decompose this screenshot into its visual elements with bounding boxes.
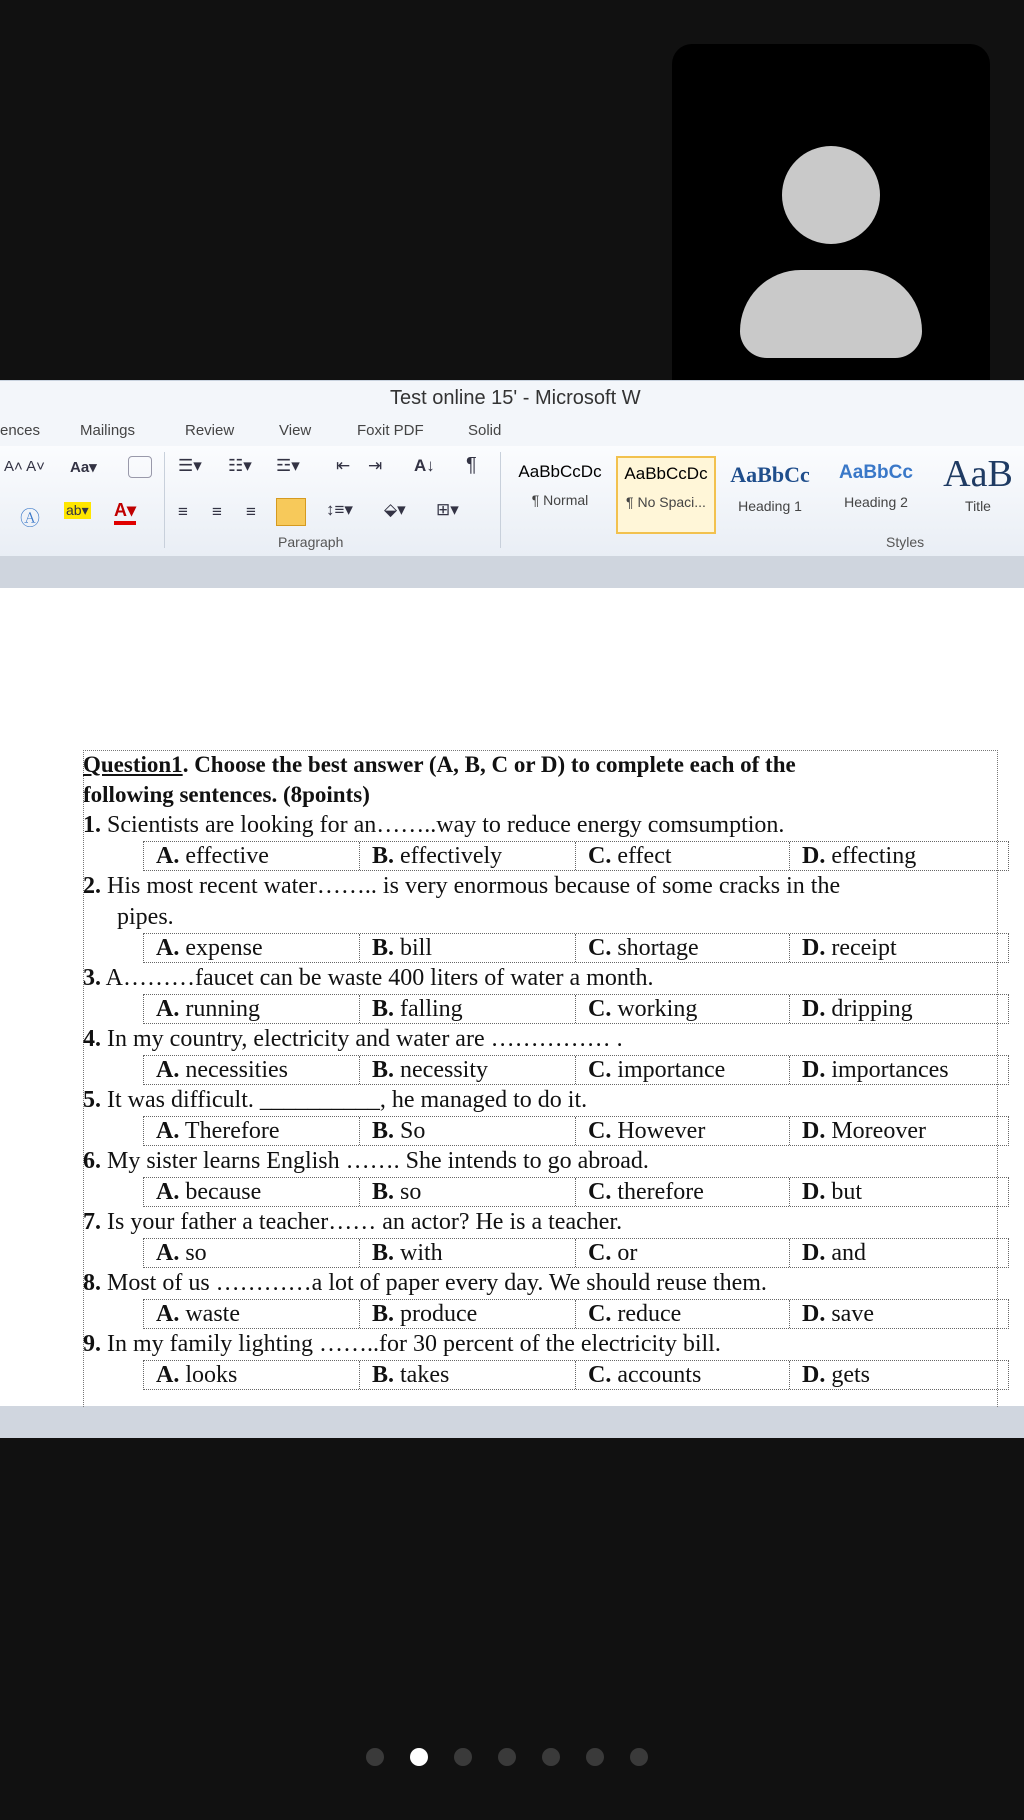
tab-mailings[interactable]: Mailings <box>80 422 136 439</box>
style-no-spacing[interactable] <box>616 456 716 534</box>
divider <box>164 452 165 548</box>
option-letter: B. <box>372 843 395 869</box>
answer-option[interactable] <box>144 1300 360 1328</box>
question-text: In my country, electricity and water are …………… . <box>101 1026 623 1052</box>
answer-option[interactable] <box>360 842 576 870</box>
align-left-icon[interactable]: ≡ <box>178 502 188 521</box>
answer-option[interactable] <box>576 995 790 1023</box>
option-text: So <box>394 1118 426 1144</box>
question-text: A………faucet can be waste 400 liters of water a month. <box>101 965 654 991</box>
option-letter: B. <box>372 1240 395 1266</box>
question-text: Scientists are looking for an……..way to reduce energy comsumption. <box>101 812 785 838</box>
option-text: effectively <box>394 843 503 869</box>
answer-option[interactable] <box>576 1361 790 1389</box>
question-number: 1. <box>83 812 101 838</box>
question-text: It was difficult. __________, he managed to do it. <box>101 1087 588 1113</box>
question-sentence <box>83 1268 997 1299</box>
answer-option[interactable] <box>360 1178 576 1206</box>
question-number: 8. <box>83 1270 101 1296</box>
question-number: 2. <box>83 873 101 899</box>
style-normal[interactable] <box>512 456 608 530</box>
question-number: 6. <box>83 1148 101 1174</box>
answer-options-row <box>143 1177 1009 1207</box>
answer-option[interactable] <box>360 1361 576 1389</box>
answer-option[interactable] <box>790 1117 1008 1145</box>
question-sentence <box>83 963 997 994</box>
answer-option[interactable] <box>576 934 790 962</box>
option-letter: A. <box>156 1301 180 1327</box>
tab-solid[interactable]: Solid <box>468 422 502 439</box>
question-heading <box>83 750 997 780</box>
option-letter: D. <box>802 1301 826 1327</box>
answer-options-row <box>143 1055 1009 1085</box>
option-text: but <box>825 1179 863 1205</box>
change-case-icon[interactable]: Aa▾ <box>70 459 97 476</box>
question-sentence <box>83 1329 997 1360</box>
answer-option[interactable] <box>144 1239 360 1267</box>
tab-foxit-pdf[interactable]: Foxit PDF <box>357 422 424 439</box>
answer-option[interactable] <box>790 1361 1008 1389</box>
question-number: 4. <box>83 1026 101 1052</box>
page-dot[interactable] <box>498 1748 516 1766</box>
question-list <box>83 810 997 1390</box>
option-letter: C. <box>588 843 612 869</box>
answer-option[interactable] <box>790 1056 1008 1084</box>
option-text: because <box>179 1179 262 1205</box>
question-heading-line2: following sentences. (8points) <box>83 782 370 807</box>
option-text: shortage <box>611 935 699 961</box>
answer-option[interactable] <box>144 995 360 1023</box>
option-text: or <box>611 1240 638 1266</box>
option-letter: C. <box>588 996 612 1022</box>
style-name: ¶ Normal <box>531 492 589 508</box>
answer-option[interactable] <box>790 1300 1008 1328</box>
ribbon-tabs <box>0 416 1024 446</box>
question-text: Is your father a teacher…… an actor? He is a teacher. <box>101 1209 623 1235</box>
answer-option[interactable] <box>576 1239 790 1267</box>
option-letter: B. <box>372 996 395 1022</box>
option-text: effecting <box>825 843 917 869</box>
clear-formatting-icon[interactable] <box>128 456 152 478</box>
option-letter: A. <box>156 1362 180 1388</box>
option-text: necessities <box>179 1057 288 1083</box>
answer-option[interactable] <box>576 1056 790 1084</box>
group-label-styles: Styles <box>886 534 925 550</box>
answer-options-row <box>143 1299 1009 1329</box>
answer-option[interactable] <box>360 1117 576 1145</box>
question-number: 5. <box>83 1087 101 1113</box>
option-text: with <box>394 1240 443 1266</box>
option-letter: D. <box>802 843 826 869</box>
question-number: 3. <box>83 965 101 991</box>
question-sentence <box>83 1024 997 1055</box>
style-title[interactable] <box>932 453 1024 530</box>
avatar-body-icon <box>740 270 922 358</box>
option-text: looks <box>179 1362 238 1388</box>
tab-references[interactable]: ences <box>0 422 41 439</box>
page-dot[interactable] <box>410 1748 428 1766</box>
question-sentence <box>83 871 997 902</box>
question-text: My sister learns English ……. She intends to go abroad. <box>101 1148 649 1174</box>
question-sentence <box>83 1207 997 1238</box>
font-color-icon[interactable]: A▾ <box>114 500 136 525</box>
document-top-margin <box>0 556 1024 589</box>
option-letter: C. <box>588 1301 612 1327</box>
option-text: falling <box>394 996 463 1022</box>
question-text: His most recent water…….. is very enormous because of some cracks in the <box>101 873 841 899</box>
style-sample: AaBbCcDc <box>624 464 708 483</box>
shading-icon[interactable]: ⬙▾ <box>384 500 406 519</box>
option-letter: A. <box>156 1057 180 1083</box>
tab-view[interactable]: View <box>279 422 312 439</box>
avatar-head-icon <box>782 146 880 244</box>
option-letter: C. <box>588 1179 612 1205</box>
option-letter: A. <box>156 843 180 869</box>
option-text: gets <box>825 1362 871 1388</box>
page-dot[interactable] <box>366 1748 384 1766</box>
option-letter: B. <box>372 1057 395 1083</box>
answer-option[interactable] <box>360 1239 576 1267</box>
option-letter: D. <box>802 1240 826 1266</box>
option-letter: D. <box>802 996 826 1022</box>
answer-option[interactable] <box>360 1300 576 1328</box>
option-letter: D. <box>802 1118 826 1144</box>
option-text: dripping <box>825 996 913 1022</box>
tab-review[interactable]: Review <box>185 422 235 439</box>
question-sentence <box>83 810 997 841</box>
option-text: takes <box>394 1362 450 1388</box>
group-label-paragraph: Paragraph <box>278 534 344 550</box>
option-text: bill <box>394 935 433 961</box>
option-letter: D. <box>802 1179 826 1205</box>
answer-option[interactable] <box>144 1178 360 1206</box>
highlight-color-icon[interactable]: ab▾ <box>66 502 89 518</box>
page-indicator <box>366 1748 648 1770</box>
line-spacing-icon[interactable]: ↕≡▾ <box>326 500 353 519</box>
style-name: Heading 1 <box>738 498 802 514</box>
answer-option[interactable] <box>790 1178 1008 1206</box>
option-letter: D. <box>802 1362 826 1388</box>
style-heading-1[interactable] <box>722 456 818 530</box>
align-right-icon[interactable]: ≡ <box>246 502 256 521</box>
bullets-icon[interactable]: ☰▾ <box>178 456 202 475</box>
option-letter: B. <box>372 935 395 961</box>
answer-option[interactable] <box>576 1300 790 1328</box>
option-text: importance <box>611 1057 726 1083</box>
borders-icon[interactable]: ⊞▾ <box>436 500 459 519</box>
option-letter: C. <box>588 1057 612 1083</box>
option-letter: A. <box>156 1240 180 1266</box>
option-letter: A. <box>156 1118 180 1144</box>
option-letter: A. <box>156 996 180 1022</box>
style-sample: AaBbCcDc <box>518 462 602 481</box>
answer-option[interactable] <box>790 842 1008 870</box>
answer-option[interactable] <box>360 1056 576 1084</box>
question-text-continued: pipes. <box>117 904 174 930</box>
question-text: In my family lighting ……..for 30 percent of the electricity bill. <box>101 1331 721 1357</box>
answer-options-row <box>143 1360 1009 1390</box>
option-letter: B. <box>372 1301 395 1327</box>
answer-options-row <box>143 1116 1009 1146</box>
question-number: 7. <box>83 1209 101 1235</box>
question-number: 9. <box>83 1331 101 1357</box>
answer-option[interactable] <box>576 1178 790 1206</box>
question-label: Question1 <box>83 752 183 777</box>
option-text: produce <box>394 1301 478 1327</box>
style-name: ¶ No Spaci... <box>626 494 706 510</box>
style-heading-2[interactable] <box>828 456 924 530</box>
option-text: accounts <box>611 1362 702 1388</box>
option-text: waste <box>179 1301 240 1327</box>
style-sample: AaB <box>943 453 1013 495</box>
option-text: receipt <box>825 935 897 961</box>
option-text: therefore <box>611 1179 704 1205</box>
answer-options-row <box>143 933 1009 963</box>
increase-indent-icon[interactable]: ⇥ <box>368 456 383 475</box>
title-bar <box>0 380 1024 417</box>
option-letter: B. <box>372 1362 395 1388</box>
answer-option[interactable] <box>144 1117 360 1145</box>
grow-shrink-font-icon[interactable]: A˄ A˅ <box>4 458 45 475</box>
question-instruction: . Choose the best answer (A, B, C or D) to complete each of the <box>182 752 796 777</box>
option-letter: C. <box>588 1240 612 1266</box>
sort-icon[interactable]: A↓ <box>414 456 435 475</box>
option-text: and <box>825 1240 866 1266</box>
window-title: Test online 15' - Microsoft W <box>390 387 641 409</box>
answer-option[interactable] <box>144 842 360 870</box>
divider <box>500 452 501 548</box>
question-sentence <box>83 1146 997 1177</box>
option-letter: C. <box>588 1118 612 1144</box>
option-letter: B. <box>372 1179 395 1205</box>
justify-icon[interactable] <box>276 498 306 526</box>
option-text: effect <box>611 843 672 869</box>
show-formatting-marks-icon[interactable]: ¶ <box>466 454 477 476</box>
answer-option[interactable] <box>576 1117 790 1145</box>
page-dot[interactable] <box>630 1748 648 1766</box>
style-sample: AaBbCc <box>839 462 913 483</box>
align-center-icon[interactable]: ≡ <box>212 502 222 521</box>
option-text: reduce <box>611 1301 682 1327</box>
style-name: Heading 2 <box>844 494 908 510</box>
page-dot[interactable] <box>542 1748 560 1766</box>
option-text: necessity <box>394 1057 488 1083</box>
option-letter: D. <box>802 935 826 961</box>
option-text: However <box>611 1118 706 1144</box>
document-bottom-bar <box>0 1406 1024 1438</box>
answer-option[interactable] <box>144 1056 360 1084</box>
option-text: expense <box>179 935 263 961</box>
page-dot[interactable] <box>586 1748 604 1766</box>
ribbon <box>0 446 1024 557</box>
answer-options-row <box>143 994 1009 1024</box>
option-text: running <box>179 996 261 1022</box>
option-letter: D. <box>802 1057 826 1083</box>
page-dot[interactable] <box>454 1748 472 1766</box>
option-text: importances <box>825 1057 949 1083</box>
answer-options-row <box>143 1238 1009 1268</box>
answer-option[interactable] <box>360 995 576 1023</box>
answer-option[interactable] <box>790 934 1008 962</box>
option-text: save <box>825 1301 874 1327</box>
question-text: Most of us …………a lot of paper every day. We should reuse them. <box>101 1270 767 1296</box>
text-effects-icon[interactable]: Ⓐ <box>20 508 40 530</box>
option-letter: A. <box>156 1179 180 1205</box>
answer-option[interactable] <box>360 934 576 962</box>
option-text: effective <box>179 843 269 869</box>
answer-option[interactable] <box>144 1361 360 1389</box>
answer-option[interactable] <box>576 842 790 870</box>
option-text: so <box>179 1240 207 1266</box>
option-text: Therefore <box>179 1118 280 1144</box>
option-text: Moreover <box>825 1118 926 1144</box>
answer-option[interactable] <box>790 995 1008 1023</box>
question-sentence <box>83 1085 997 1116</box>
option-letter: C. <box>588 1362 612 1388</box>
answer-option[interactable] <box>144 934 360 962</box>
option-letter: A. <box>156 935 180 961</box>
style-name: Title <box>965 498 991 514</box>
option-letter: C. <box>588 935 612 961</box>
answer-options-row <box>143 841 1009 871</box>
multilevel-list-icon[interactable]: ☲▾ <box>276 456 300 475</box>
option-text: so <box>394 1179 422 1205</box>
decrease-indent-icon[interactable]: ⇤ <box>336 456 351 475</box>
option-text: working <box>611 996 698 1022</box>
numbering-icon[interactable]: ☷▾ <box>228 456 252 475</box>
answer-option[interactable] <box>790 1239 1008 1267</box>
option-letter: B. <box>372 1118 395 1144</box>
question-block[interactable] <box>83 750 997 1390</box>
style-sample: AaBbCc <box>730 462 810 487</box>
